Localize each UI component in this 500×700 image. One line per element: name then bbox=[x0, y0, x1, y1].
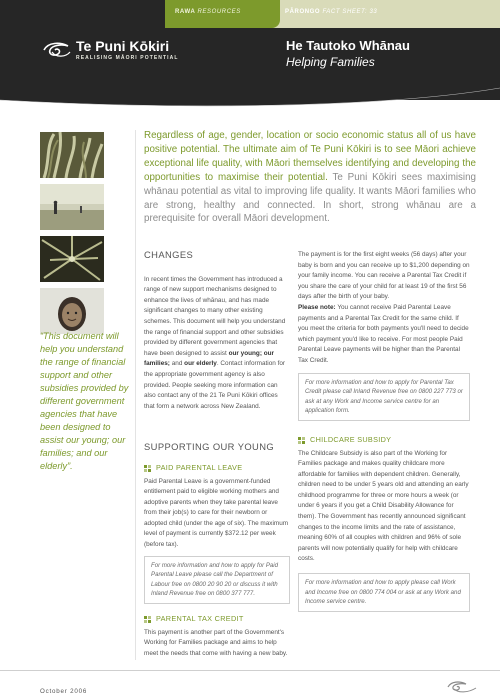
fern-photo bbox=[40, 236, 104, 282]
te-puni-kokiri-logo bbox=[42, 38, 179, 68]
left-text-column bbox=[144, 250, 290, 659]
logo-name: Te Puni Kōkiri bbox=[76, 38, 170, 54]
changes-heading: CHANGES bbox=[144, 249, 194, 260]
childcare-subsidy-heading: CHILDCARE SUBSIDY bbox=[298, 435, 470, 446]
supporting-young-heading: SUPPORTING OUR YOUNG bbox=[144, 441, 275, 453]
childcare-subsidy-text: The Childcare Subsidy is also part of the Working for Families package and makes quality childcare more affordable for families with dependent children. Generally, children need to be under 5 years old and attending an early childhood programme for three or more hours a week (or under 6 years if you get a Child Disability Allowance for them). The Government has recently announced significant changes to the income limits and the rate of assistance, meaning 60% of all couples with children and 96% of sole parents will now potentially qualify for help with childcare costs. bbox=[298, 449, 469, 563]
page-title-block bbox=[286, 38, 478, 69]
parental-tax-credit-heading: PARENTAL TAX CREDIT bbox=[144, 614, 290, 625]
header-curve bbox=[0, 70, 500, 110]
logo-tagline: REALISING MĀORI POTENTIAL bbox=[76, 55, 179, 61]
parental-tax-credit-note: For more information and how to apply for Parental Tax Credit please call Inland Revenue free on 0800 227 773 or ask at any Work and Income service centre for an application form. bbox=[298, 373, 470, 421]
tab-fact-sheet: PĀRONGO FACT SHEET: 33 bbox=[285, 9, 378, 15]
intro-highlight: Regardless of age, gender, location or socio economic status all of us have positive potential. The ultimate aim of Te Puni Kōkiri is to see Māori achieve exceptional life quality, with Māori themselves identifying and developing the opportunities to maximise their potential. bbox=[144, 130, 476, 183]
parental-tax-credit-text-continued: The payment is for the first eight weeks (56 days) after your baby is born and you can receive up to $1,200 depending on your family income. You can receive a Parental Tax Credit if you share the care of your child for at least 19 of the first 56 days after the birth of your baby. bbox=[298, 251, 470, 301]
intro-rest: Te Puni Kōkiri sees maximising whānau potential as vital to improving life quality. It wants Māori families who are strong, healthy and connected. In short, strong whānau are a prerequisite for overall Māori development. bbox=[144, 171, 476, 225]
footer-rule bbox=[0, 670, 500, 671]
column-divider bbox=[135, 130, 136, 660]
koru-footer-icon bbox=[446, 680, 478, 694]
tab-rawa-resources: RAWA RESOURCES bbox=[175, 9, 241, 15]
section-bullet-icon bbox=[144, 465, 151, 472]
please-note-paragraph: Please note: You cannot receive Paid Parental Leave payments and a Parental Tax Credit for the same child. If you meet the criteria for both payments you'll need to decide which payment you'd like to receive. For most people Paid Parental Leave payments will be higher than the Parental Tax Credit. bbox=[298, 303, 469, 364]
page-title: He Tautoko Whānau bbox=[286, 38, 410, 53]
paid-parental-leave-heading: PAID PARENTAL LEAVE bbox=[144, 463, 290, 474]
koru-logo-icon bbox=[42, 40, 72, 60]
childcare-subsidy-note: For more information and how to apply please call Work and Income free on 0800 774 004 or ask at any Work and Income service centre. bbox=[298, 573, 470, 612]
section-bullet-icon bbox=[298, 437, 305, 444]
child-photo bbox=[40, 288, 104, 334]
beach-photo bbox=[40, 184, 104, 230]
section-bullet-icon bbox=[144, 616, 151, 623]
intro-paragraph bbox=[144, 129, 476, 226]
right-text-column bbox=[298, 250, 470, 612]
pull-quote: “This document will help you understand the range of financial support and other subsidies provided by different government agencies that have been designed to assist our young; our families; and our elderly”. bbox=[40, 331, 129, 471]
footer-date: October 2006 bbox=[40, 688, 88, 695]
page-subtitle: Helping Families bbox=[286, 55, 375, 69]
paid-parental-leave-note: For more information and how to apply for Paid Parental Leave please call the Department of Labour free on 0800 20 90 20 or discuss it with Inland Revenue free on 0800 377 777. bbox=[144, 556, 290, 604]
changes-paragraph: In recent times the Government has introduced a range of new support mechanisms designed to enhance the lives of whānau, and has made significant changes to many other existing schemes. This document will help you understand the range of financial support and other subsidies provided by different government agencies that have been designed to assist our young; our families; and our elderly. Contact information for the appropriate government agency is also provided. People seeking more information can also contact any of the 21 Te Puni Kōkiri offices that form a network across New Zealand. bbox=[144, 275, 286, 410]
photo-column bbox=[40, 132, 104, 340]
paid-parental-leave-text: Paid Parental Leave is a government-funded entitlement paid to eligible working mothers and adoptive parents when they take parental leave from their job(s) to care for their newborn or adopted child (under the age of six). The maximum level of payment is currently $372.12 per week (before tax). bbox=[144, 477, 289, 549]
parental-tax-credit-text: This payment is another part of the Government's Working for Families package and aims to help meet the needs that come with having a new baby. bbox=[144, 628, 288, 657]
flax-photo bbox=[40, 132, 104, 178]
